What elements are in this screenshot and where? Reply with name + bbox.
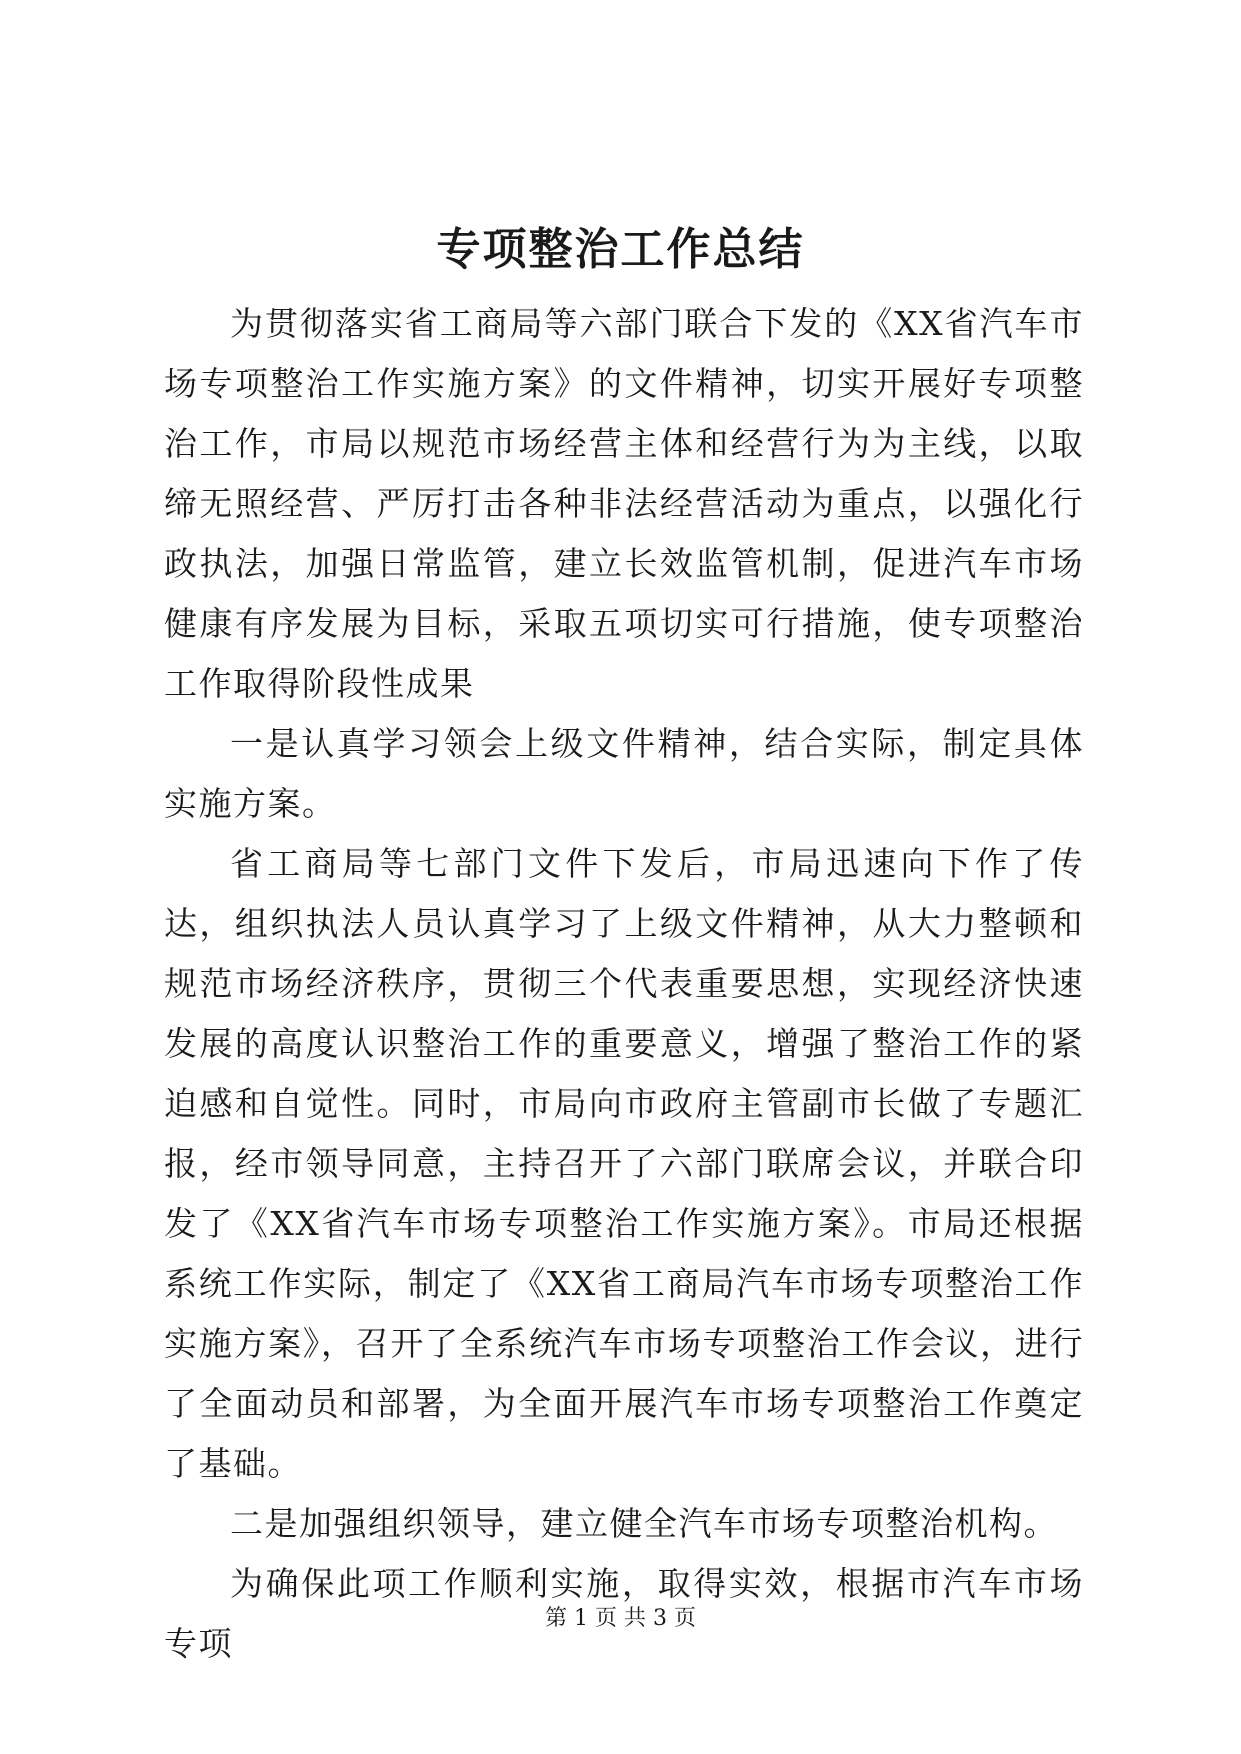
document-title: 专项整治工作总结 (436, 224, 805, 275)
paragraph-point-one-detail: 省工商局等七部门文件下发后，市局迅速向下作了传达，组织执法人员认真学习了上级文件精神，从大力整顿和规范市场经济秩序，贯彻三个代表重要思想，实现经济快速发展的高度认识整治工作的重要意义，增强了整治工作的紧迫感和自觉性。同时，市局向市政府主管副市长做了专题汇报，经市领导同意，主持召开了六部门联席会议，并联合印发了《XX省汽车市场专项整治工作实施方案》。市局还根据系统工作实际，制定了《XX省工商局汽车市场专项整治工作实施方案》，召开了全系统汽车市场专项整治工作会议，进行了全面动员和部署，为全面开展汽车市场专项整治工作奠定了基础。 (164, 844, 1084, 1483)
paragraph-point-one: 一是认真学习领会上级文件精神，结合实际，制定具体实施方案。 (164, 724, 1084, 823)
paragraph-point-two: 二是加强组织领导，建立健全汽车市场专项整治机构。 (230, 1504, 1058, 1543)
page-number-footer: 第 1 页 共 3 页 (545, 1606, 696, 1631)
document-body (164, 294, 1084, 1674)
paragraph-intro: 为贯彻落实省工商局等六部门联合下发的《XX省汽车市场专项整治工作实施方案》的文件精神，切实开展好专项整治工作，市局以规范市场经营主体和经营行为为主线，以取缔无照经营、严厉打击各种非法经营活动为重点，以强化行政执法，加强日常监管，建立长效监管机制，促进汽车市场健康有序发展为目标，采取五项切实可行措施，使专项整治工作取得阶段性成果 (164, 304, 1084, 703)
paragraph-point-two-detail: 为确保此项工作顺利实施，取得实效，根据市汽车市场专项 (164, 1564, 1084, 1663)
